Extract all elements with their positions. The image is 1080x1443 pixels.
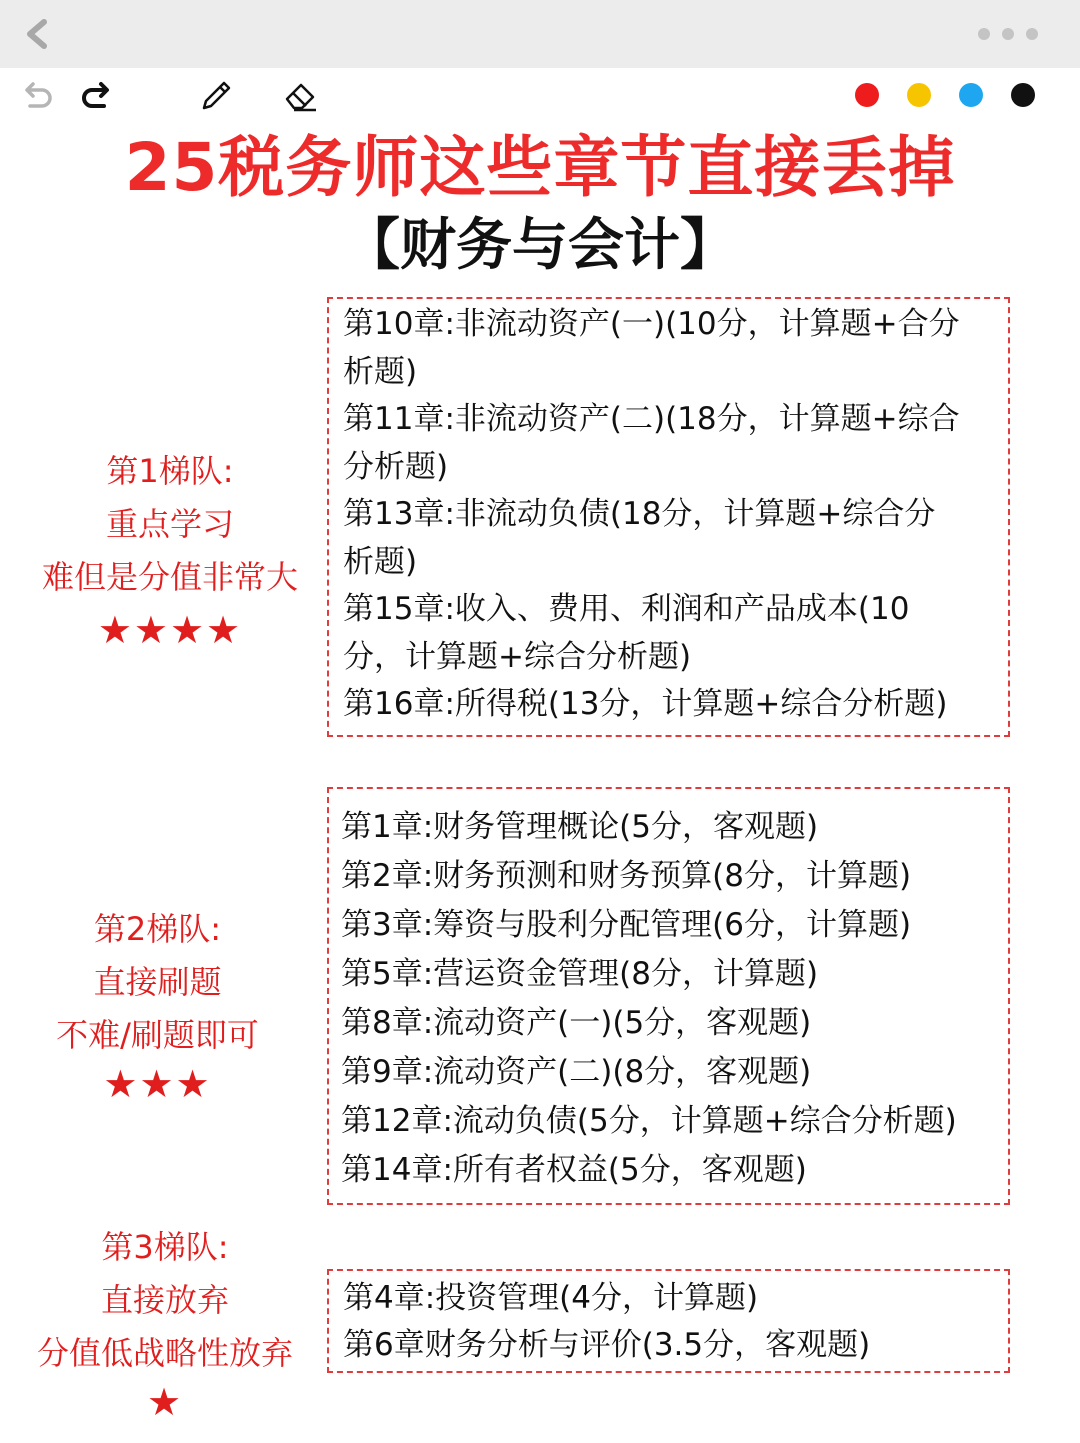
color-blue-button[interactable] bbox=[959, 83, 983, 107]
undo-icon[interactable] bbox=[20, 78, 56, 114]
pencil-icon[interactable] bbox=[198, 78, 234, 114]
chapter-line: 第13章:非流动负债(18分，计算题+综合分 bbox=[343, 496, 936, 532]
top-bar bbox=[0, 0, 1080, 68]
chapter-line: 第11章:非流动资产(二)(18分，计算题+综合 bbox=[343, 401, 960, 437]
star-rating: ★★★★ bbox=[97, 608, 243, 652]
chapter-line: 第9章:流动资产(二)(8分，客观题) bbox=[341, 1054, 812, 1090]
chapter-line: 第16章:所得税(13分，计算题+综合分析题) bbox=[343, 686, 948, 722]
drawing-toolbar bbox=[0, 68, 1080, 124]
redo-icon[interactable] bbox=[78, 78, 114, 114]
chapter-line: 第3章:筹资与股利分配管理(6分，计算题) bbox=[341, 907, 912, 943]
tier-note: 难但是分值非常大 bbox=[41, 558, 298, 596]
tier-1-label bbox=[20, 445, 320, 657]
eraser-icon[interactable] bbox=[282, 78, 318, 114]
color-red-button[interactable] bbox=[855, 83, 879, 107]
tier-2-chapter-box bbox=[327, 787, 1010, 1205]
tier-name: 第2梯队: bbox=[93, 910, 222, 948]
color-yellow-button[interactable] bbox=[907, 83, 931, 107]
chapter-line: 析题) bbox=[343, 543, 418, 580]
tier-3-label bbox=[15, 1221, 315, 1424]
tier-action: 直接放弃 bbox=[100, 1281, 229, 1319]
chapter-line: 第12章:流动负债(5分，计算题+综合分析题) bbox=[341, 1103, 957, 1139]
chapter-line: 第15章:收入、费用、利润和产品成本(10 bbox=[343, 591, 910, 627]
star-rating: ★ bbox=[146, 1380, 184, 1424]
chapter-line: 第1章:财务管理概论(5分，客观题) bbox=[341, 809, 819, 845]
more-icon[interactable] bbox=[978, 28, 1038, 40]
chapter-line: 第2章:财务预测和财务预算(8分，计算题) bbox=[341, 858, 912, 894]
tier-1-chapter-box bbox=[327, 297, 1010, 737]
tier-note: 不难/刷题即可 bbox=[56, 1016, 259, 1054]
chapter-line: 第8章:流动资产(一)(5分，客观题) bbox=[341, 1005, 812, 1041]
tier-note: 分值低战略性放弃 bbox=[36, 1334, 293, 1372]
tier-3-chapter-box bbox=[327, 1269, 1010, 1373]
chapter-line: 第5章:营运资金管理(8分，计算题) bbox=[341, 956, 819, 992]
color-black-button[interactable] bbox=[1011, 83, 1035, 107]
chapter-line: 第6章财务分析与评价(3.5分，客观题) bbox=[343, 1327, 871, 1363]
chapter-line: 分析题) bbox=[343, 448, 449, 485]
chapter-line: 分，计算题+综合分析题) bbox=[343, 638, 692, 675]
tier-2-label bbox=[20, 903, 295, 1106]
back-icon[interactable] bbox=[18, 14, 58, 54]
chapter-line: 析题) bbox=[343, 353, 418, 390]
page-subtitle: 【财务与会计】 bbox=[344, 213, 736, 278]
tier-name: 第1梯队: bbox=[106, 452, 234, 490]
tier-action: 直接刷题 bbox=[93, 963, 222, 1001]
tier-action: 重点学习 bbox=[105, 505, 234, 543]
star-rating: ★★★ bbox=[103, 1062, 212, 1106]
page-title: 25税务师这些章节直接丢掉 bbox=[124, 129, 956, 206]
tier-name: 第3梯队: bbox=[101, 1228, 229, 1266]
chapter-line: 第14章:所有者权益(5分，客观题) bbox=[341, 1152, 807, 1188]
chapter-line: 第10章:非流动资产(一)(10分，计算题+合分 bbox=[343, 306, 960, 342]
chapter-line: 第4章:投资管理(4分，计算题) bbox=[343, 1280, 759, 1316]
